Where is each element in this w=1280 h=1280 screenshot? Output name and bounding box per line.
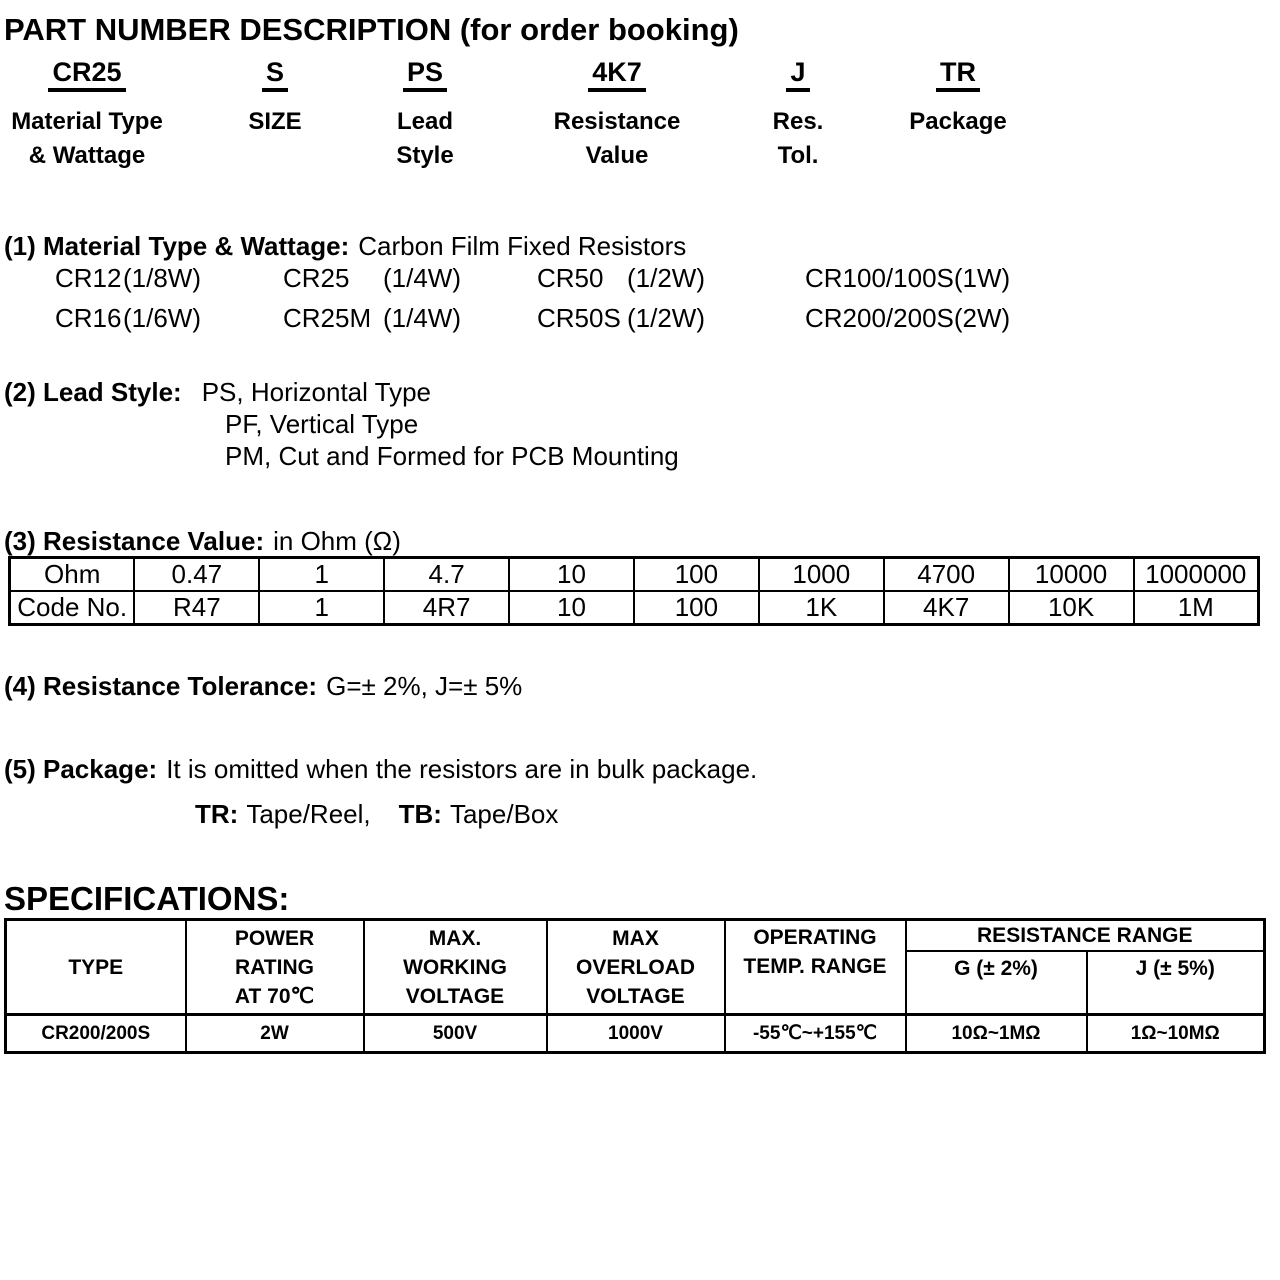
resistance-value-table xyxy=(8,556,1260,626)
specifications-table xyxy=(4,918,1266,1054)
part-code-label: Tol. xyxy=(777,142,819,169)
spec-operating-temp-value: -55℃~+155℃ xyxy=(725,1015,906,1053)
material-cell: CR50 (1/2W) xyxy=(537,263,705,293)
spec-header-type: TYPE xyxy=(6,920,186,1015)
section5-heading xyxy=(4,754,757,784)
part-code-label: Resistance xyxy=(553,108,681,135)
res-cell: R47 xyxy=(134,591,259,625)
material-cell: CR16(1/6W) xyxy=(55,303,201,333)
spec-header-resistance-range: RESISTANCE RANGE xyxy=(906,920,1265,952)
part-code: CR25 xyxy=(48,57,125,92)
part-code-label: Package xyxy=(909,108,1007,135)
tr-label: TR: xyxy=(195,799,239,829)
material-cell: CR12(1/8W) xyxy=(55,263,201,293)
res-cell: Ohm xyxy=(10,558,135,592)
res-cell: 10 xyxy=(509,591,634,625)
res-ohm-row xyxy=(10,558,1259,592)
spec-j-range-value: 1Ω~10MΩ xyxy=(1087,1015,1265,1053)
res-cell: 10K xyxy=(1009,591,1134,625)
package-tr-tb-line xyxy=(195,799,558,829)
material-cell: CR25 (1/4W) xyxy=(283,263,461,293)
lead-style-item: PF, Vertical Type xyxy=(225,409,419,439)
section1-subtitle: Carbon Film Fixed Resistors xyxy=(358,231,687,261)
res-cell: 1000000 xyxy=(1134,558,1259,592)
spec-power-value: 2W xyxy=(186,1015,364,1053)
res-cell: 10000 xyxy=(1009,558,1134,592)
res-cell: 10 xyxy=(509,558,634,592)
material-cell: CR50S (1/2W) xyxy=(537,303,705,333)
tb-label: TB: xyxy=(398,799,442,829)
spec-data-row xyxy=(6,1015,1265,1053)
spec-header-operating-temp: OPERATING TEMP. RANGE xyxy=(725,920,906,1015)
section3-heading xyxy=(4,526,401,556)
spec-header-working-voltage: MAX. WORKING VOLTAGE xyxy=(364,920,547,1015)
part-code-label: Material Type xyxy=(11,108,163,135)
section1-heading xyxy=(4,231,686,261)
part-code: J xyxy=(786,57,809,92)
lead-style-item: PM, Cut and Formed for PCB Mounting xyxy=(225,441,679,471)
part-number-column-package xyxy=(846,57,1070,139)
res-cell: 4K7 xyxy=(884,591,1009,625)
res-code-row xyxy=(10,591,1259,625)
part-code-label: Style xyxy=(396,142,454,169)
res-cell: 100 xyxy=(634,591,759,625)
part-code-label: & Wattage xyxy=(28,142,146,169)
tolerance-text: G=± 2%, J=± 5% xyxy=(326,671,523,701)
page-title: PART NUMBER DESCRIPTION (for order booking) xyxy=(4,12,739,47)
res-cell: 1M xyxy=(1134,591,1259,625)
spec-g-range-value: 10Ω~1MΩ xyxy=(906,1015,1087,1053)
res-cell: 100 xyxy=(634,558,759,592)
spec-header-j-tolerance: J (± 5%) xyxy=(1087,951,1265,1015)
section4-heading-bold: (4) Resistance Tolerance: xyxy=(4,671,318,701)
part-code: TR xyxy=(936,57,980,92)
part-code: 4K7 xyxy=(588,57,646,92)
lead-style-item: PS, Horizontal Type xyxy=(201,377,432,407)
material-cell: CR25M (1/4W) xyxy=(283,303,461,333)
material-cell: CR200/200S(2W) xyxy=(805,303,1011,333)
spec-type-value: CR200/200S xyxy=(6,1015,186,1053)
part-code: PS xyxy=(403,57,447,92)
specifications-title: SPECIFICATIONS: xyxy=(4,880,290,917)
part-code: S xyxy=(262,57,288,92)
res-cell: 1000 xyxy=(759,558,884,592)
tr-value: Tape/Reel, xyxy=(246,799,371,829)
res-cell: 0.47 xyxy=(134,558,259,592)
section1-heading-bold: (1) Material Type & Wattage: xyxy=(4,231,350,261)
part-code-label: Res. xyxy=(772,108,824,135)
section5-heading-bold: (5) Package: xyxy=(4,754,158,784)
part-code-label: Lead xyxy=(396,108,453,135)
res-cell: 4.7 xyxy=(384,558,509,592)
res-cell: 4R7 xyxy=(384,591,509,625)
spec-header-g-tolerance: G (± 2%) xyxy=(906,951,1087,1015)
res-cell: Code No. xyxy=(10,591,135,625)
part-code-label: SIZE xyxy=(248,108,302,135)
spec-working-voltage-value: 500V xyxy=(364,1015,547,1053)
spec-header-power: POWER RATING AT 70℃ xyxy=(186,920,364,1015)
package-text: It is omitted when the resistors are in bulk package. xyxy=(166,754,758,784)
res-cell: 1 xyxy=(259,558,384,592)
tb-value: Tape/Box xyxy=(449,799,559,829)
material-cell: CR100/100S(1W) xyxy=(805,263,1011,293)
section2-heading xyxy=(4,377,431,407)
spec-overload-voltage-value: 1000V xyxy=(547,1015,725,1053)
res-cell: 1 xyxy=(259,591,384,625)
section3-subtitle: in Ohm (Ω) xyxy=(273,526,401,556)
res-cell: 1K xyxy=(759,591,884,625)
part-code-label: Value xyxy=(585,142,649,169)
spec-header-overload-voltage: MAX OVERLOAD VOLTAGE xyxy=(547,920,725,1015)
spec-header-row-1 xyxy=(6,920,1265,952)
section2-heading-bold: (2) Lead Style: xyxy=(4,377,182,407)
section4-heading xyxy=(4,671,522,701)
res-cell: 4700 xyxy=(884,558,1009,592)
part-number-column-lead-style xyxy=(313,57,537,173)
section3-heading-bold: (3) Resistance Value: xyxy=(4,526,265,556)
